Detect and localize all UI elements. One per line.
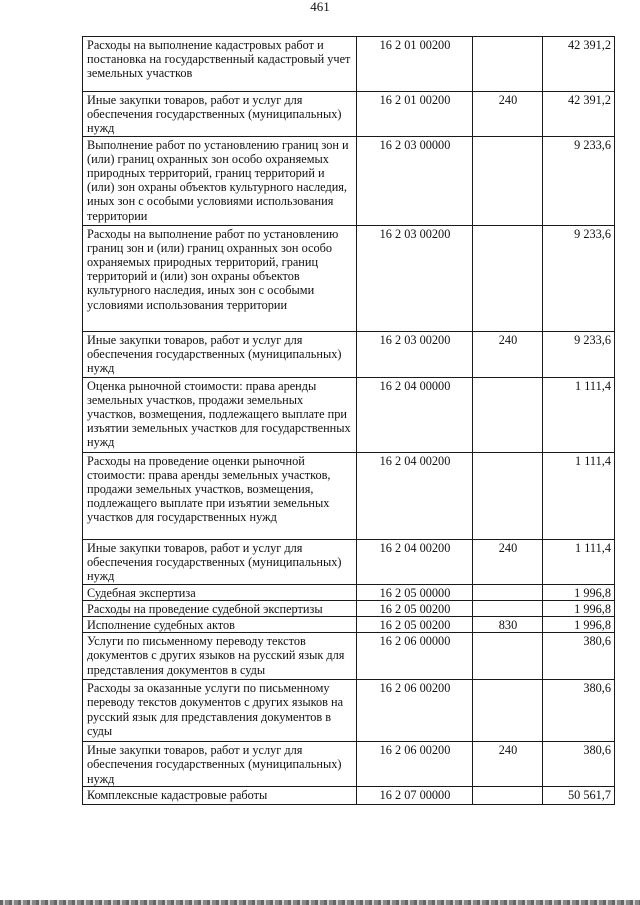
row-name-cell: Комплексные кадастровые работы (83, 786, 357, 804)
row-code-cell: 16 2 07 00000 (357, 786, 473, 804)
row-code-cell: 16 2 05 00000 (357, 584, 473, 600)
row-sum-cell: 1 996,8 (543, 617, 615, 633)
row-sum-cell: 42 391,2 (543, 37, 615, 92)
row-name-cell: Услуги по письменному переводу текстов документов с других языков на русский язык для представления документов в суды (83, 633, 357, 680)
row-code-cell: 16 2 05 00200 (357, 617, 473, 633)
table-row (83, 742, 615, 787)
table-row (83, 584, 615, 600)
table-row (83, 633, 615, 680)
table-row (83, 617, 615, 633)
row-code-cell: 16 2 03 00200 (357, 331, 473, 377)
row-type-cell (473, 136, 543, 225)
budget-table (82, 36, 615, 805)
row-name-cell: Иные закупки товаров, работ и услуг для обеспечения государственных (муниципальных) нужд (83, 92, 357, 137)
row-code-cell: 16 2 06 00200 (357, 742, 473, 787)
row-name-cell: Исполнение судебных актов (83, 617, 357, 633)
row-sum-cell: 380,6 (543, 633, 615, 680)
row-type-cell (473, 786, 543, 804)
row-sum-cell: 42 391,2 (543, 92, 615, 137)
row-type-cell: 240 (473, 742, 543, 787)
row-name-cell: Расходы на проведение оценки рыночной стоимости: права аренды земельных участков, продажи земельных участков, возмещения, подлежащего выплате при изъятии земельных участков для государственных нужд (83, 452, 357, 539)
row-code-cell: 16 2 01 00200 (357, 37, 473, 92)
row-name-cell: Расходы за оказанные услуги по письменному переводу текстов документов с других языков на русский язык для представления документов в суды (83, 680, 357, 742)
row-type-cell (473, 600, 543, 616)
table-row (83, 331, 615, 377)
row-code-cell: 16 2 04 00000 (357, 377, 473, 452)
row-sum-cell: 1 996,8 (543, 584, 615, 600)
row-code-cell: 16 2 01 00200 (357, 92, 473, 137)
table-row (83, 680, 615, 742)
row-name-cell: Иные закупки товаров, работ и услуг для обеспечения государственных (муниципальных) нужд (83, 742, 357, 787)
table-row (83, 786, 615, 804)
row-sum-cell: 1 111,4 (543, 539, 615, 584)
budget-table-body (83, 37, 615, 805)
row-sum-cell: 9 233,6 (543, 331, 615, 377)
row-sum-cell: 380,6 (543, 742, 615, 787)
row-code-cell: 16 2 05 00200 (357, 600, 473, 616)
row-code-cell: 16 2 04 00200 (357, 452, 473, 539)
row-name-cell: Судебная экспертиза (83, 584, 357, 600)
row-type-cell (473, 680, 543, 742)
row-code-cell: 16 2 06 00000 (357, 633, 473, 680)
row-type-cell (473, 377, 543, 452)
row-sum-cell: 1 996,8 (543, 600, 615, 616)
row-name-cell: Выполнение работ по установлению границ зон и (или) границ охранных зон особо охраняемых природных территорий, границ территорий и (или) зон охраны объектов культурного наследия, иных зон с особыми условиями использования территории (83, 136, 357, 225)
row-code-cell: 16 2 04 00200 (357, 539, 473, 584)
row-name-cell: Расходы на проведение судебной экспертизы (83, 600, 357, 616)
row-type-cell (473, 37, 543, 92)
row-name-cell: Иные закупки товаров, работ и услуг для обеспечения государственных (муниципальных) нужд (83, 539, 357, 584)
row-sum-cell: 9 233,6 (543, 225, 615, 331)
row-name-cell: Оценка рыночной стоимости: права аренды земельных участков, продажи земельных участков, возмещения, подлежащего выплате при изъятии земельных участков для государственных нужд (83, 377, 357, 452)
row-sum-cell: 1 111,4 (543, 377, 615, 452)
table-row (83, 539, 615, 584)
table-row (83, 452, 615, 539)
row-type-cell (473, 633, 543, 680)
row-type-cell (473, 584, 543, 600)
row-sum-cell: 1 111,4 (543, 452, 615, 539)
row-code-cell: 16 2 03 00000 (357, 136, 473, 225)
row-type-cell: 240 (473, 539, 543, 584)
page-number: 461 (310, 0, 330, 14)
row-name-cell: Иные закупки товаров, работ и услуг для обеспечения государственных (муниципальных) нужд (83, 331, 357, 377)
row-type-cell: 240 (473, 92, 543, 137)
row-type-cell: 830 (473, 617, 543, 633)
table-row (83, 225, 615, 331)
row-sum-cell: 50 561,7 (543, 786, 615, 804)
table-row (83, 600, 615, 616)
row-type-cell: 240 (473, 331, 543, 377)
row-name-cell: Расходы на выполнение работ по установлению границ зон и (или) границ охранных зон особо охраняемых природных территорий, границ территорий и (или) зон охраны объектов культурного наследия, иных зон с особыми условиями использования территории (83, 225, 357, 331)
table-row (83, 37, 615, 92)
row-code-cell: 16 2 03 00200 (357, 225, 473, 331)
row-code-cell: 16 2 06 00200 (357, 680, 473, 742)
row-type-cell (473, 225, 543, 331)
table-row (83, 92, 615, 137)
scan-edge (0, 900, 640, 905)
row-sum-cell: 380,6 (543, 680, 615, 742)
row-type-cell (473, 452, 543, 539)
table-row (83, 136, 615, 225)
table-row (83, 377, 615, 452)
row-sum-cell: 9 233,6 (543, 136, 615, 225)
row-name-cell: Расходы на выполнение кадастровых работ и постановка на государственный кадастровый учет земельных участков (83, 37, 357, 92)
